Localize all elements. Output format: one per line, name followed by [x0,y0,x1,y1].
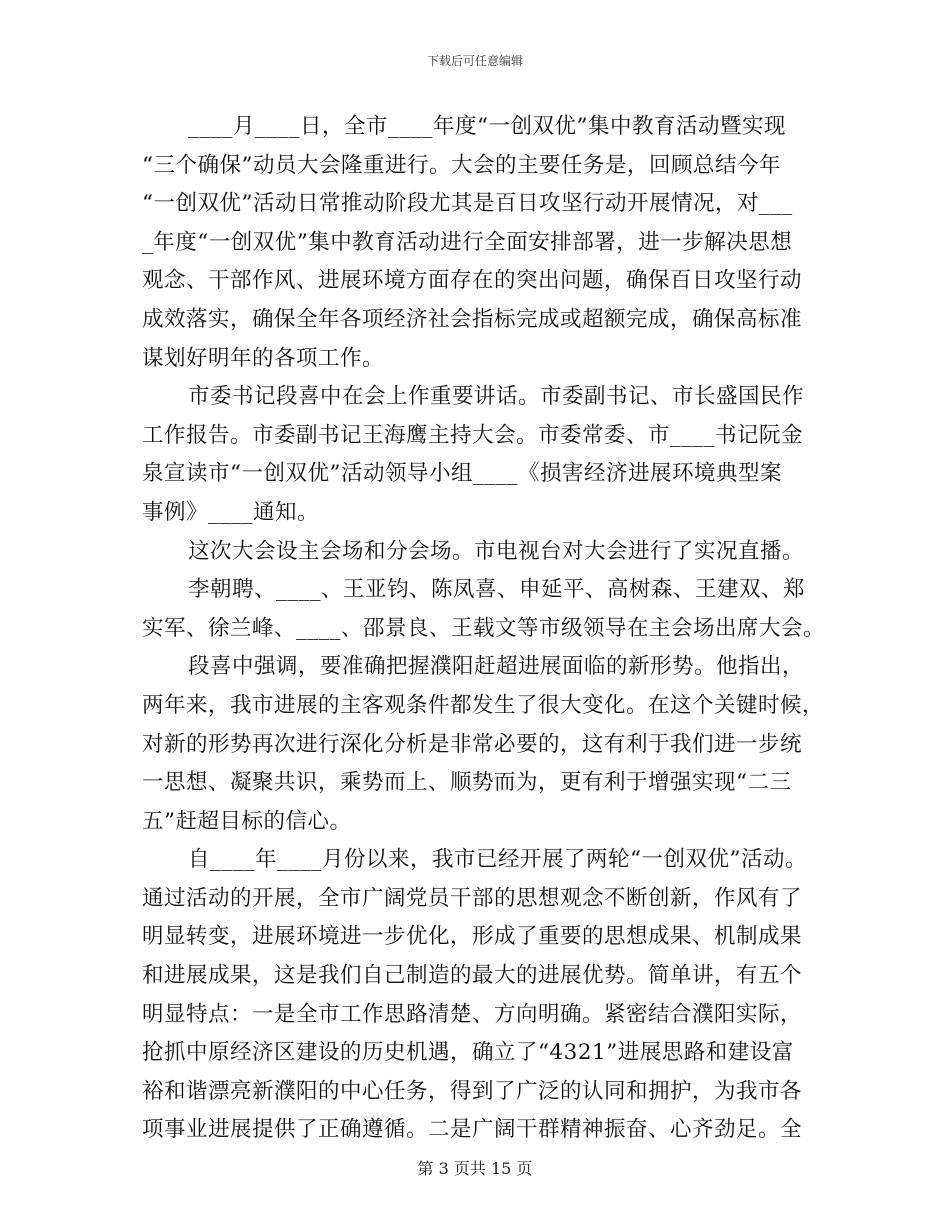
text-line: 两年来，我市进展的主客观条件都发生了很大变化。在这个关键时候， [142,692,825,718]
text-line: 这次大会设主会场和分会场。市电视台对大会进行了实况直播。 [188,538,805,564]
document-body [142,108,826,1150]
text-line: 自____年____月份以来，我市已经开展了两轮“一创双优”活动。 [188,847,807,873]
text-line: 李朝聘、____、王亚钧、陈凤喜、申延平、高树森、王建双、郑 [188,577,806,603]
text-line: ____月____日，全市____年度“一创双优”集中教育活动暨实现 [188,114,786,139]
text-line: 一思想、凝聚共识，乘势而上、顺势而为，更有利于增强实现“二三 [142,770,792,796]
text-line: 明显特点：一是全市工作思路清楚、方向明确。紧密结合濮阳实际， [142,1001,803,1027]
text-line: 和进展成果，这是我们自己制造的最大的进展优势。简单讲，有五个 [142,963,803,989]
text-line: 五”赶超目标的信心。 [142,808,352,834]
text-line: 事例》____通知。 [142,499,320,525]
text-line: 观念、干部作风、进展环境方面存在的突出问题，确保百日攻坚行动 [142,268,803,294]
text-line: 谋划好明年的各项工作。 [142,345,385,371]
text-line: 裕和谐漂亮新濮阳的中心任务，得到了广泛的认同和拥护，为我市各 [142,1078,803,1104]
text-line: 对新的形势再次进行深化分析是非常必要的，这有利于我们进一步统 [142,731,803,757]
text-line: _年度“一创双优”集中教育活动进行全面安排部署，进一步解决思想 [142,229,793,255]
page-header: 下载后可任意编辑 [426,54,523,68]
text-line: 段喜中强调，要准确把握濮阳赶超进展面临的新形势。他指出， [188,654,805,680]
text-line: 成效落实，确保全年各项经济社会指标完成或超额完成，确保高标准 [142,306,803,332]
text-line: 项事业进展提供了正确遵循。二是广阔干群精神振奋、心齐劲足。全 [142,1117,803,1143]
text-line: 明显转变，进展环境进一步优化，形成了重要的思想成果、机制成果 [142,924,803,950]
text-line: 市委书记段喜中在会上作重要讲话。市委副书记、市长盛国民作 [188,384,805,410]
text-line: 通过活动的开展，全市广阔党员干部的思想观念不断创新，作风有了 [142,885,803,911]
text-line: 泉宣读市“一创双优”活动领导小组____《损害经济进展环境典型案 [142,461,782,487]
text-line: 抢抓中原经济区建设的历史机遇，确立了“4321”进展思路和建设富 [142,1040,794,1066]
text-line: “一创双优”活动日常推动阶段尤其是百日攻坚行动开展情况，对___ [142,191,793,217]
page-footer: 第 3 页共 15 页 [417,1159,533,1178]
text-line: “三个确保”动员大会隆重进行。大会的主要任务是，回顾总结今年 [142,152,781,178]
text-line: 工作报告。市委副书记王海鹰主持大会。市委常委、市____书记阮金 [142,422,804,448]
text-line: 实军、徐兰峰、____、邵景良、王载文等市级领导在主会场出席大会。 [142,615,826,641]
